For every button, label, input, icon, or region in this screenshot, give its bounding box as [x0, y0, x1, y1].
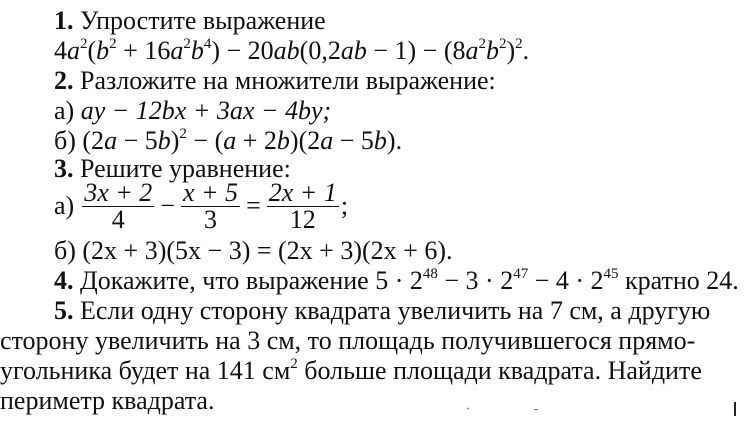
expr-part: ) — [170, 126, 180, 155]
scan-mark — [734, 402, 736, 416]
expr-part: )(2 — [289, 126, 321, 155]
expr-part: (0,2 — [299, 36, 341, 65]
problem-3a-label: а) — [54, 191, 75, 220]
expr-part: . — [522, 36, 530, 65]
problem-3b-expression: (2x + 3)(5x − 3) = (2x + 3)(2x + 6). — [82, 236, 453, 265]
minus-sign: − — [160, 191, 175, 220]
problem-5-number: 5. — [54, 296, 74, 325]
expr-part: ) − 20 — [211, 36, 274, 65]
problem-2-number: 2. — [54, 66, 74, 95]
equation-end: ; — [340, 191, 349, 220]
fraction-1-denominator: 4 — [111, 204, 125, 234]
problem-2a-label: а) — [54, 96, 75, 125]
problem-4 — [54, 266, 739, 300]
problem-2a-expression: ay − 12bx + 3ax − 4by; — [80, 96, 332, 125]
fraction-3 — [267, 177, 339, 234]
problem-3b-label: б) — [54, 236, 76, 265]
problem-5-text: Если одну сторону квадрата увеличить на 7 см, а другую — [80, 296, 711, 325]
expr-part: + 2 — [236, 126, 277, 155]
problem-5-text: больше площади квадрата. Найдите — [297, 356, 702, 385]
equals-sign: = — [246, 191, 261, 220]
problem-5-text: угольника будет на 141 см — [0, 356, 291, 385]
exponent: 47 — [513, 266, 529, 282]
problem-4-text: − 4 · 2 — [528, 266, 604, 295]
exponent: 48 — [422, 266, 438, 282]
fraction-1 — [82, 177, 154, 234]
problem-2a — [54, 96, 331, 126]
expr-part: − 1) − (8 — [366, 36, 466, 65]
fraction-2 — [181, 177, 240, 234]
scan-mark: ˉ — [534, 405, 538, 419]
expr-part: + 16 — [116, 36, 171, 65]
problem-5-line-4: периметр квадрата. — [0, 386, 215, 415]
problem-1-title: Упростите выражение — [80, 6, 326, 35]
problem-4-number: 4. — [54, 266, 74, 295]
expr-part: − 5 — [117, 126, 158, 155]
expr-part: (2 — [82, 126, 105, 155]
expr-part: ( — [87, 36, 97, 65]
exponent: 45 — [603, 266, 619, 282]
fraction-3-numerator: 2x + 1 — [268, 177, 337, 207]
expr-part: − 5 — [333, 126, 374, 155]
problem-4-text: − 3 · 2 — [437, 266, 514, 295]
problem-5-line-3 — [0, 356, 702, 390]
problem-3a-equation — [54, 178, 348, 234]
exponent: 2 — [290, 356, 298, 372]
problem-5-line-1 — [54, 296, 710, 326]
fraction-3-denominator: 12 — [289, 204, 316, 234]
problem-2-title: Разложите на множители выражение: — [80, 66, 496, 95]
fraction-2-numerator: x + 5 — [182, 177, 239, 207]
fraction-1-numerator: 3x + 2 — [84, 177, 153, 207]
problem-2b-label: б) — [54, 126, 76, 155]
fraction-2-denominator: 3 — [204, 204, 218, 234]
problem-1-heading — [54, 6, 326, 36]
problem-1-number: 1. — [54, 6, 74, 35]
problem-4-text: Докажите, что выражение 5 · 2 — [80, 266, 423, 295]
expr-part: 4 — [54, 36, 67, 65]
problem-5-line-2: сторону увеличить на 3 см, то площадь получившегося прямо- — [0, 326, 696, 355]
problem-2-heading — [54, 66, 496, 96]
problem-3-title: Решите уравнение: — [80, 154, 291, 183]
scan-mark: ˋ — [466, 405, 470, 419]
expr-part: ). — [386, 126, 403, 155]
problem-1-expression: $4a^2(b^2 + 16a^2b^4) - 20ab(0,2ab - 1) - (8a^2b^2)^2$. — [54, 36, 530, 65]
problem-3-number: 3. — [54, 154, 74, 183]
expr-part: − ( — [186, 126, 224, 155]
expr-part: ) — [506, 36, 516, 65]
problem-3b — [54, 236, 452, 266]
problem-2b: б) $(2a - 5b)^2 - (a + 2b)(2a - 5b)$. — [54, 126, 403, 155]
problem-4-text: кратно 24. — [618, 266, 739, 295]
